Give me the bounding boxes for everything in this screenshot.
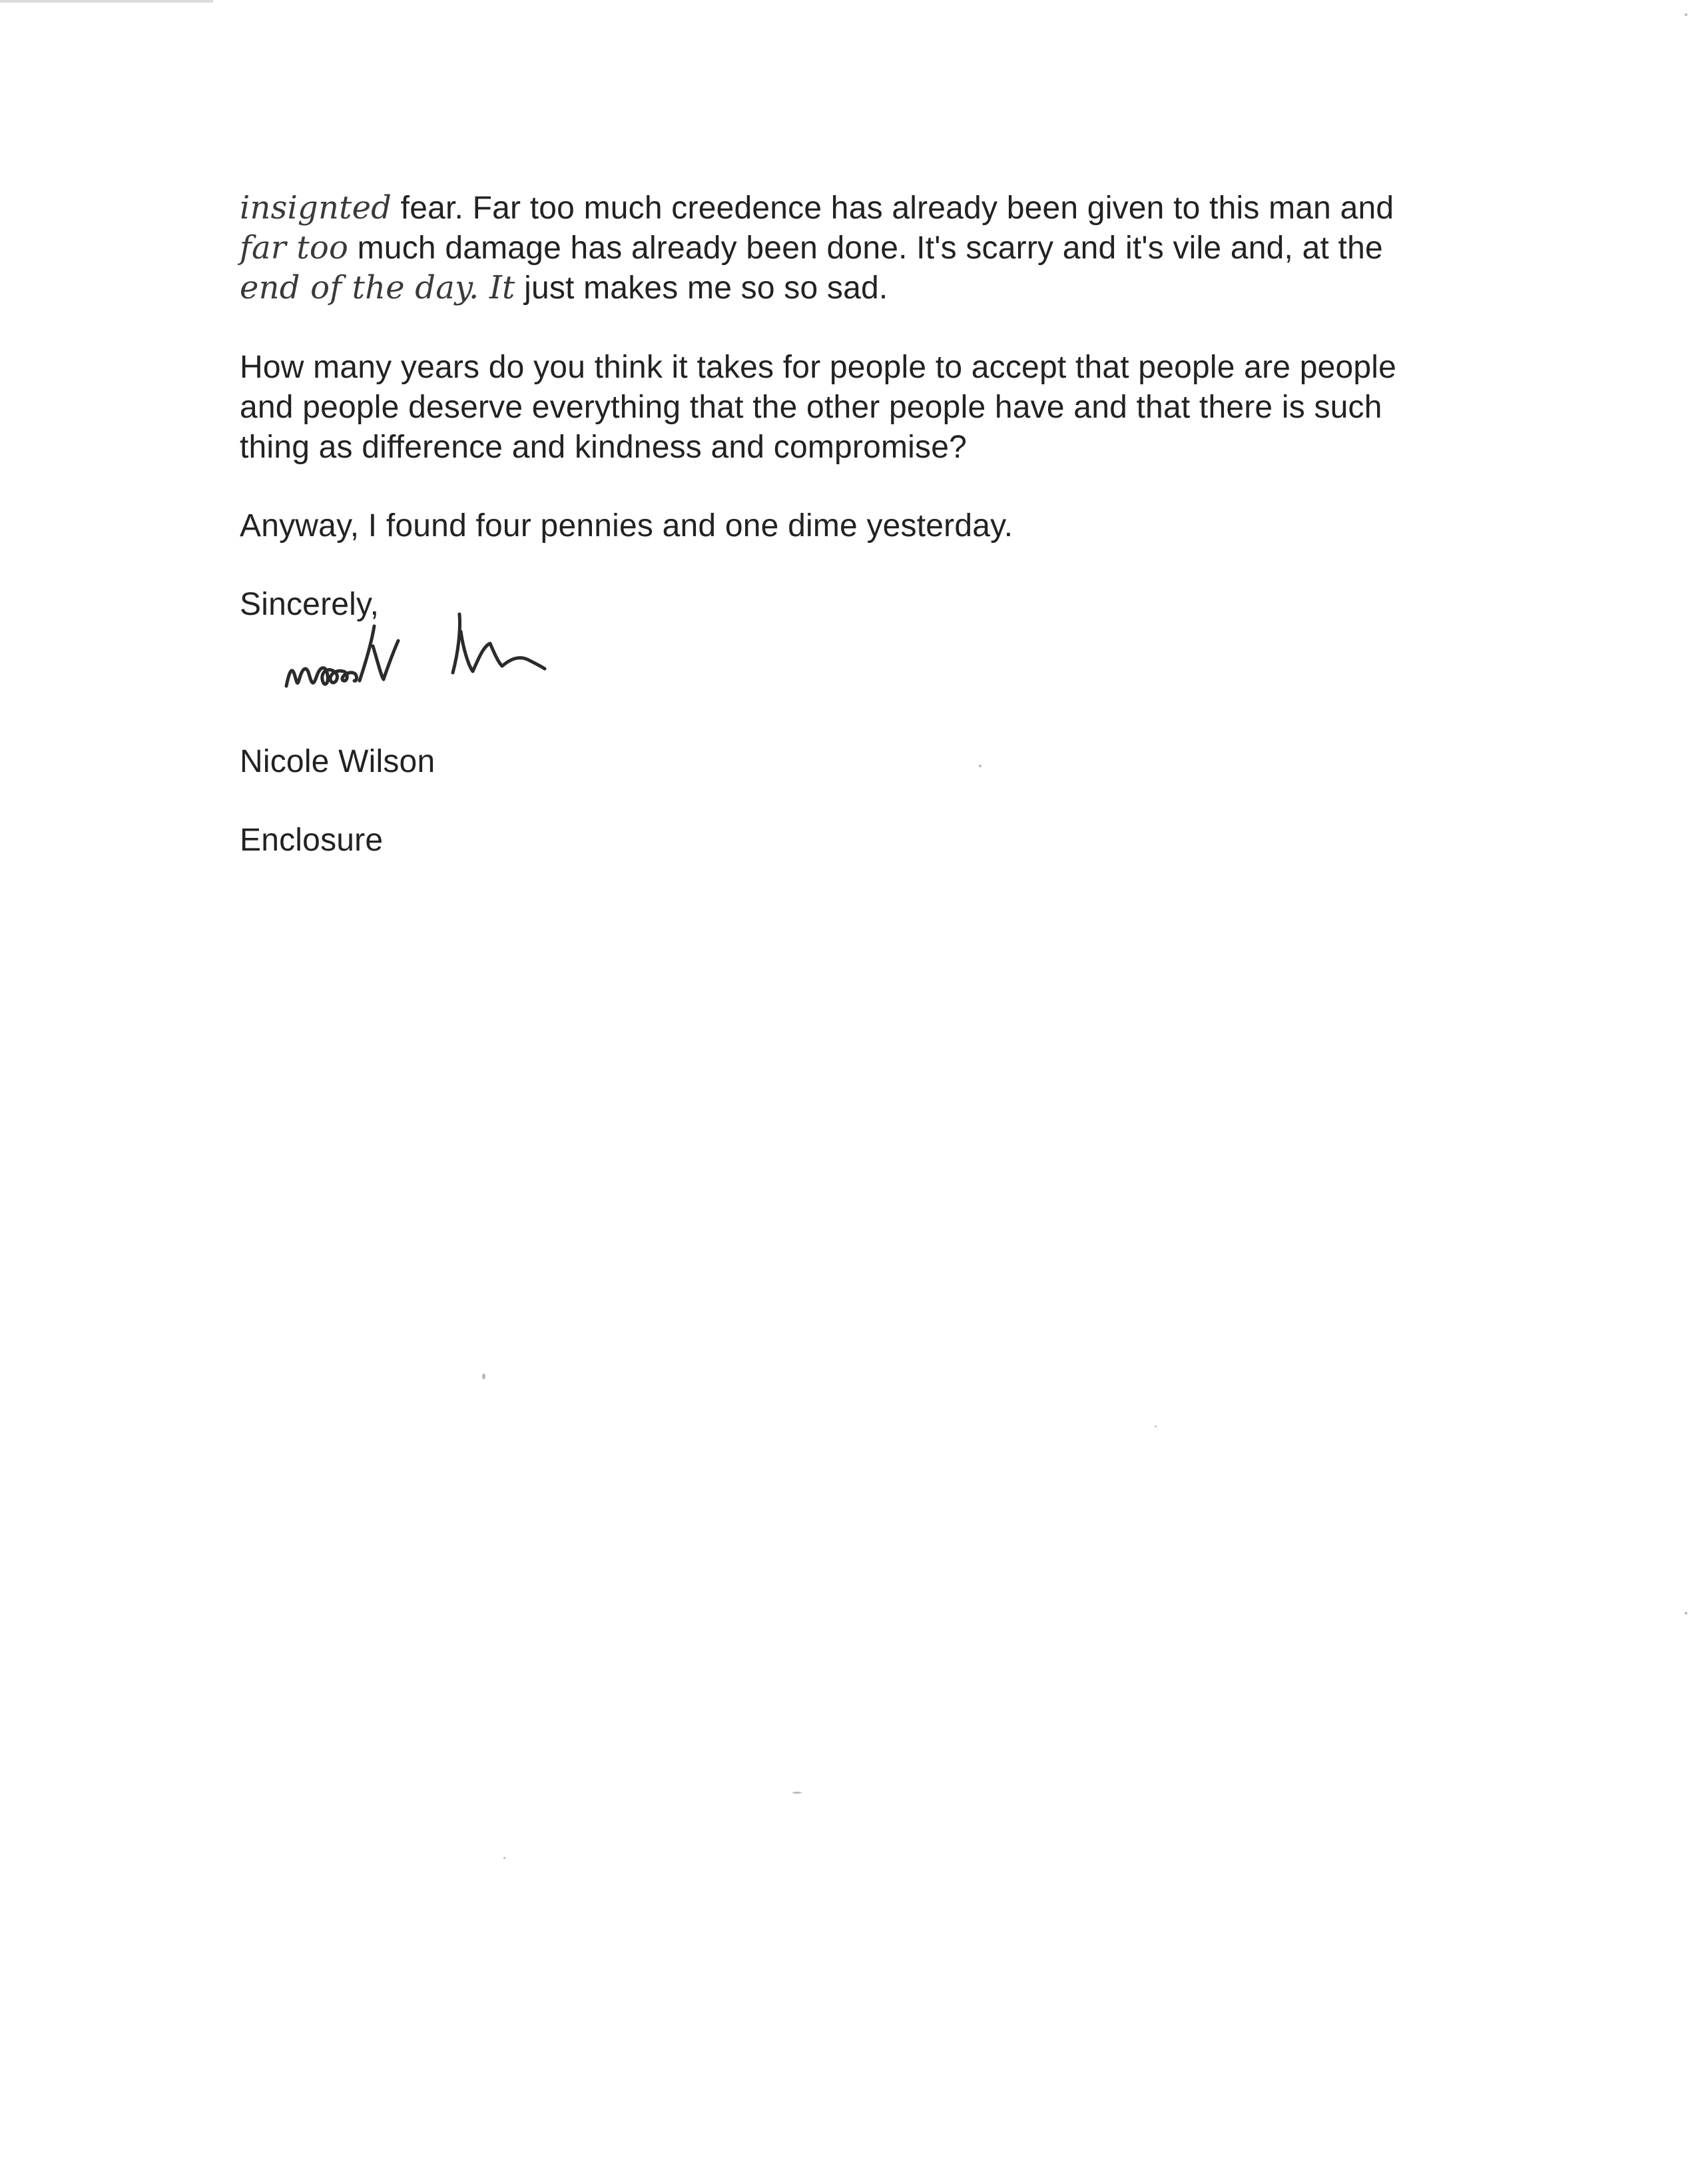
paragraph-3: Anyway, I found four pennies and one dime yesterday. (240, 508, 1013, 544)
scan-speck (1685, 1612, 1687, 1615)
handwritten-correction: far too (240, 229, 349, 266)
scan-speck (1155, 1425, 1157, 1427)
scan-edge-mark (0, 0, 213, 3)
typed-text: just makes me so so sad. (515, 270, 888, 306)
handwritten-correction: end of the day. It (240, 269, 515, 306)
enclosure-note: Enclosure (240, 823, 384, 858)
closing: Sincerely, (240, 587, 380, 622)
signer-name: Nicole Wilson (240, 744, 435, 779)
paragraph-1-line-1 (240, 188, 1394, 228)
scan-speck (792, 1792, 802, 1794)
paragraph-2-line-3: thing as difference and kindness and compromise? (240, 430, 968, 465)
paragraph-2-line-1: How many years do you think it takes for people to accept that people are people (240, 350, 1397, 385)
scan-speck (482, 1373, 485, 1379)
scan-speck (503, 1857, 505, 1859)
scan-speck (979, 765, 982, 767)
typed-text: much damage has already been done. It's scarry and it's vile and, at the (348, 230, 1383, 266)
typed-text: fear. Far too much creedence has already been given to this man and (392, 190, 1394, 226)
handwritten-correction: insignted (240, 189, 392, 226)
paragraph-2-line-2: and people deserve everything that the other people have and that there is such (240, 390, 1382, 425)
handwritten-signature (280, 599, 586, 706)
paragraph-1-line-3 (240, 268, 888, 308)
scan-speck (1685, 13, 1687, 16)
paragraph-1-line-2 (240, 228, 1383, 268)
